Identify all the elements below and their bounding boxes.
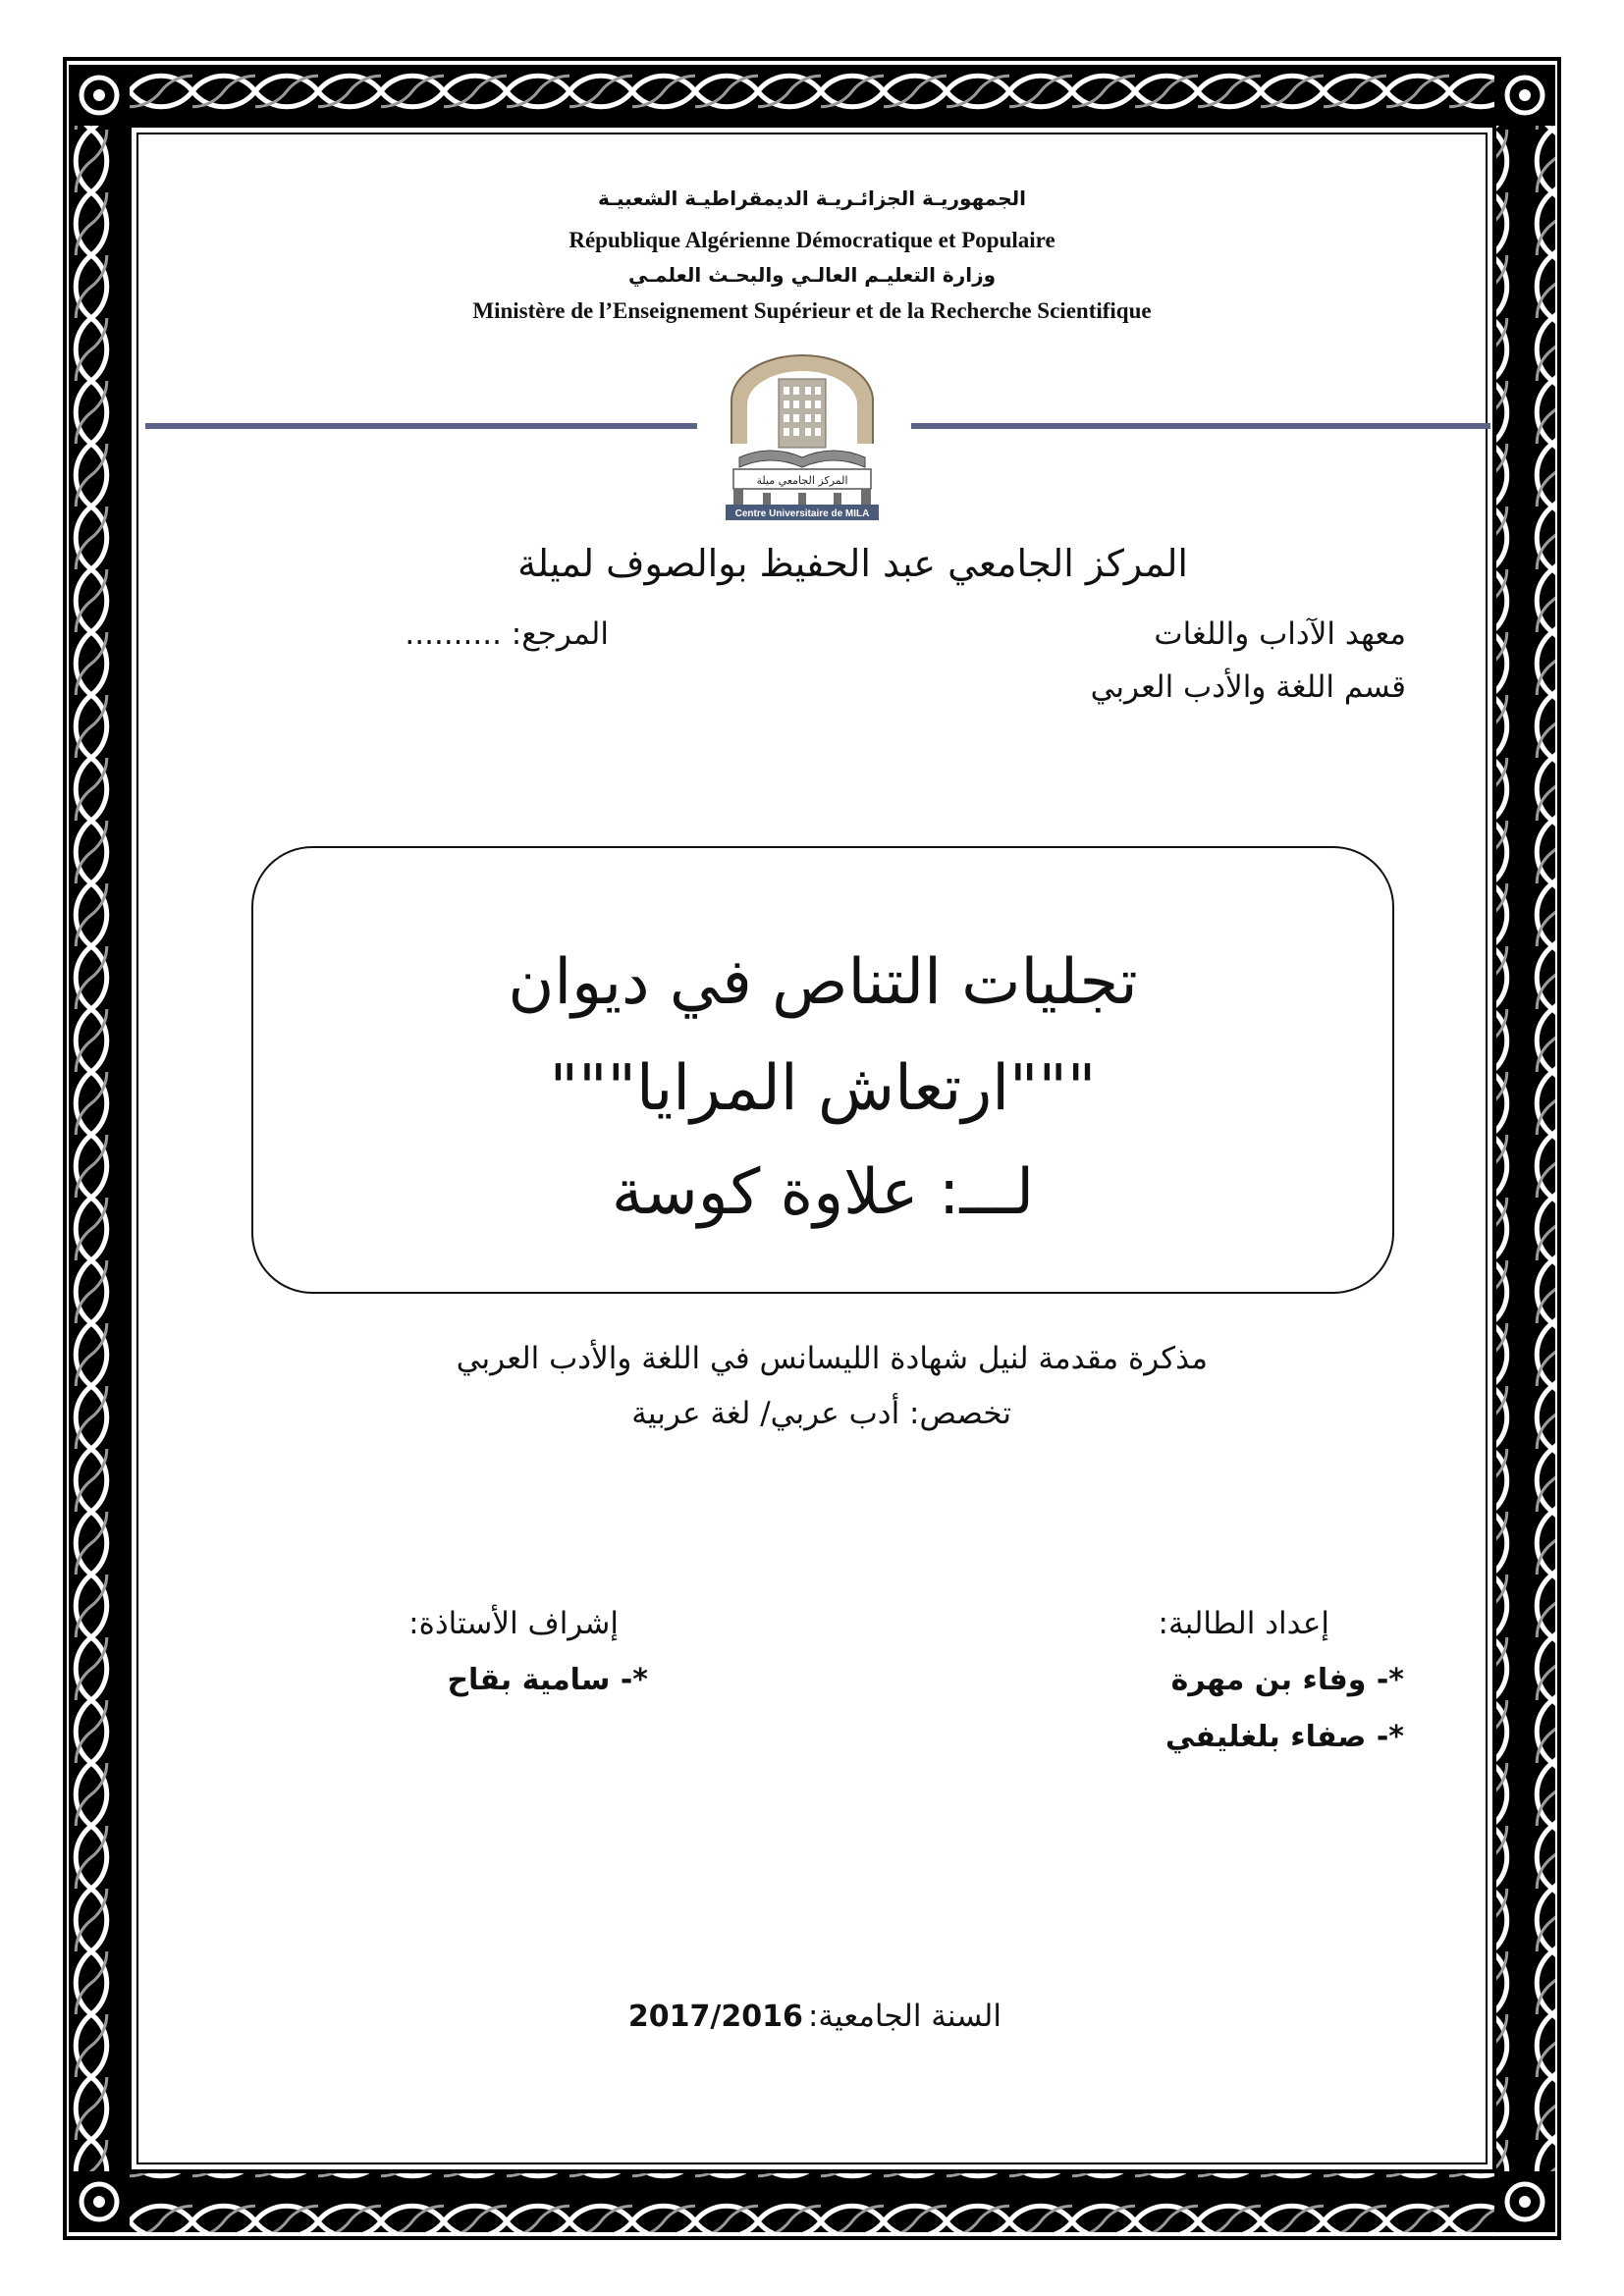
academic-year-label: السنة الجامعية: xyxy=(807,1999,1001,2034)
reference-field: المرجع: .......... xyxy=(405,616,609,652)
title-box xyxy=(251,846,1394,1294)
thesis-title-line-2: """ارتعاش المرايا""" xyxy=(549,1052,1097,1125)
institute-name: معهد الآداب واللغات xyxy=(1154,616,1406,652)
university-logo xyxy=(720,349,885,522)
student-name-2: *- صفاء بلغليفي xyxy=(1164,1720,1404,1754)
thesis-title-line-1: تجليات التناص في ديوان xyxy=(508,946,1138,1019)
supervisor-name: *- سامية بقاح xyxy=(447,1663,648,1697)
department-name: قسم اللغة والأدب العربي xyxy=(1090,669,1406,705)
student-name-1: *- وفاء بن مهرة xyxy=(1170,1663,1404,1697)
degree-statement: مذكرة مقدمة لنيل شهادة الليسانس في اللغة والأدب العربي xyxy=(456,1341,1208,1376)
institution-name: المركز الجامعي عبد الحفيظ بوالصوف لميلة xyxy=(517,542,1188,585)
logo-arabic-text: المركز الجامعي ميلة xyxy=(756,474,848,487)
republic-french: République Algérienne Démocratique et Populaire xyxy=(568,228,1056,252)
academic-year-value: 2017/2016 xyxy=(627,2000,803,2034)
students-label: إعداد الطالبة: xyxy=(1158,1606,1329,1641)
supervisor-label: إشراف الأستاذة: xyxy=(408,1606,619,1641)
thesis-title-author: لـــ: علاوة كوسة xyxy=(611,1156,1035,1229)
republic-arabic: الجمهوريـة الجزائـريـة الديمقراطيـة الشعبيـة xyxy=(598,187,1026,210)
ministry-french: Ministère de l’Enseignement Supérieur et de la Recherche Scientifique xyxy=(472,298,1152,323)
header-rule-right xyxy=(911,423,1490,429)
specialization: تخصص: أدب عربي/ لغة عربية xyxy=(631,1396,1011,1431)
logo-caption: Centre Universitaire de MILA xyxy=(734,508,870,519)
header-rule-left xyxy=(145,423,697,429)
ministry-arabic: وزارة التعليـم العالـي والبحـث العلمـي xyxy=(627,263,997,287)
academic-year xyxy=(550,1999,1001,2034)
